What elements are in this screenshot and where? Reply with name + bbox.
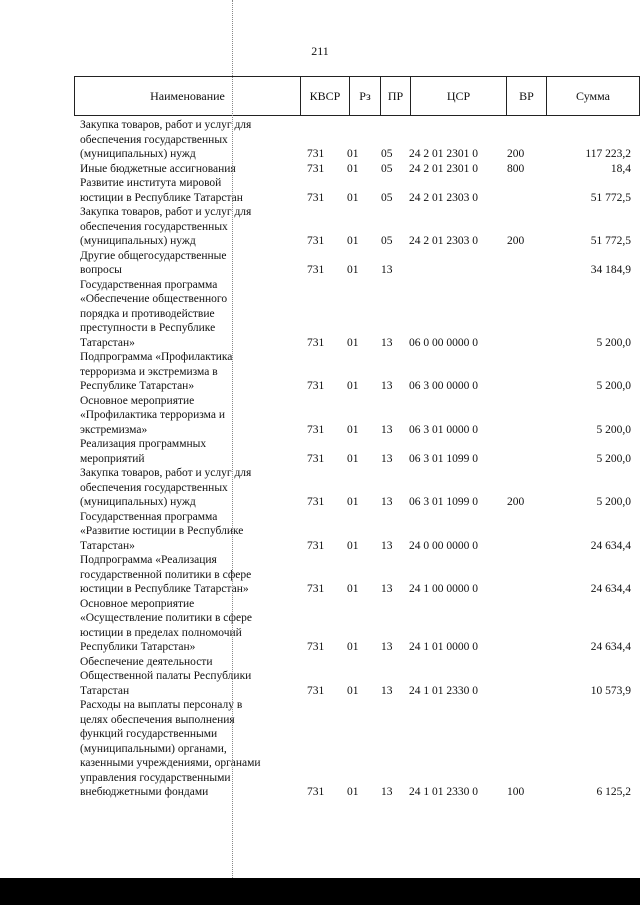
row-rz: 01 [347,452,359,465]
row-pr: 05 [381,162,393,175]
row-name: Государственная программа «Развитие юстиции в Республике Татарстан» [80,510,244,552]
row-csr: 24 1 01 2330 0 [409,786,478,798]
row-rz: 01 [347,496,359,508]
row-rz: 01 [347,423,359,436]
row-kvsr: 731 [307,452,325,465]
row-csr: 24 2 01 2301 0 [409,162,478,175]
header-sum: Сумма [576,89,610,103]
row-rz: 01 [347,786,359,798]
row-kvsr: 731 [307,539,325,552]
row-sum: 10 573,9 [590,684,631,697]
row-csr: 06 3 01 0000 0 [409,423,478,436]
row-rz: 01 [347,148,359,160]
row-pr: 13 [381,496,393,508]
scan-edge [0,878,640,905]
row-kvsr: 731 [307,148,325,160]
row-pr: 13 [381,786,393,798]
row-rz: 01 [347,583,359,595]
row-kvsr: 731 [307,162,325,175]
fold-line [232,0,233,880]
table-row [0,162,640,177]
row-pr: 13 [381,539,393,552]
row-pr: 13 [381,423,393,436]
row-kvsr: 731 [307,264,325,276]
table-row [0,510,640,554]
table-row [0,205,640,249]
row-vr: 200 [507,148,525,160]
table-row [0,350,640,394]
row-pr: 13 [381,380,393,392]
row-name: Основное мероприятие «Осуществление политики в сфере юстиции в пределах полномочий Республики Татарстан» [80,597,252,653]
row-pr: 13 [381,583,393,595]
row-rz: 01 [347,684,359,697]
row-rz: 01 [347,191,359,204]
row-name: Закупка товаров, работ и услуг для обеспечения государственных (муниципальных) нужд [80,467,252,508]
row-sum: 6 125,2 [596,786,631,798]
row-pr: 13 [381,264,393,276]
table-row [0,698,640,800]
row-pr: 05 [381,191,393,204]
table-row [0,394,640,438]
row-rz: 01 [347,539,359,552]
row-kvsr: 731 [307,191,325,204]
row-kvsr: 731 [307,641,325,653]
row-kvsr: 731 [307,684,325,697]
row-name: Развитие института мировой юстиции в Республике Татарстан [80,177,243,204]
table-row [0,118,640,162]
row-pr: 13 [381,684,393,697]
table-row [0,655,640,699]
row-name: Основное мероприятие «Профилактика терроризма и экстремизма» [80,394,226,436]
page-number: 211 [311,44,329,58]
row-vr: 200 [507,235,525,247]
row-csr: 24 1 01 0000 0 [409,641,478,653]
table-body [0,118,640,800]
row-name: Реализация программных мероприятий [80,438,207,465]
row-csr: 24 0 00 0000 0 [409,539,478,552]
table-row [0,597,640,655]
row-rz: 01 [347,162,359,175]
row-rz: 01 [347,380,359,392]
row-name: Подпрограмма «Профилактика терроризма и экстремизма в Республике Татарстан» [80,351,233,392]
row-pr: 13 [381,452,393,465]
table-row [0,437,640,466]
row-name: Другие общегосударственные вопросы [80,249,227,276]
row-rz: 01 [347,336,359,349]
row-kvsr: 731 [307,235,325,247]
row-sum: 24 634,4 [590,641,631,653]
row-pr: 05 [381,235,393,247]
row-sum: 34 184,9 [590,264,631,276]
table-row [0,553,640,597]
row-sum: 51 772,5 [590,191,631,204]
table-row [0,278,640,351]
row-sum: 51 772,5 [590,235,631,247]
row-csr: 06 3 01 1099 0 [409,496,478,508]
header-vr: ВР [507,77,547,115]
row-sum: 5 200,0 [596,423,631,436]
row-vr: 800 [507,162,525,175]
header-rz: Рз [350,77,381,115]
table-header [74,76,640,116]
row-name: Расходы на выплаты персоналу в целях обеспечения выполнения функций государственными (муниципальными) органами, казенными учреждениями, органами управления государственными внебюджетными фондами [80,699,261,798]
row-name: Закупка товаров, работ и услуг для обеспечения государственных (муниципальных) нужд [80,119,252,160]
row-csr: 24 1 00 0000 0 [409,583,478,595]
row-sum: 18,4 [610,162,631,175]
header-csr: ЦСР [411,77,507,115]
row-sum: 5 200,0 [596,452,631,465]
row-csr: 06 3 00 0000 0 [409,380,478,392]
row-pr: 05 [381,148,393,160]
row-pr: 13 [381,336,393,349]
row-kvsr: 731 [307,423,325,436]
row-rz: 01 [347,641,359,653]
row-vr: 200 [507,496,525,508]
row-pr: 13 [381,641,393,653]
row-sum: 5 200,0 [596,496,631,508]
table-row [0,249,640,278]
table-row [0,466,640,510]
row-sum: 5 200,0 [596,336,631,349]
row-sum: 5 200,0 [596,380,631,392]
row-csr: 24 2 01 2301 0 [409,148,478,160]
row-kvsr: 731 [307,496,325,508]
header-name: Наименование [75,77,301,115]
row-csr: 06 3 01 1099 0 [409,452,478,465]
table-row [0,176,640,205]
row-sum: 24 634,4 [590,583,631,595]
row-name: Государственная программа «Обеспечение общественного порядка и противодействие преступности в Республике Татарстан» [80,278,228,349]
row-csr: 06 0 00 0000 0 [409,336,478,349]
row-vr: 100 [507,786,525,798]
row-csr: 24 2 01 2303 0 [409,191,478,204]
row-kvsr: 731 [307,380,325,392]
row-kvsr: 731 [307,336,325,349]
header-pr: ПР [381,77,411,115]
row-name: Закупка товаров, работ и услуг для обеспечения государственных (муниципальных) нужд [80,206,252,247]
row-name: Иные бюджетные ассигнования [80,162,236,175]
row-kvsr: 731 [307,583,325,595]
header-kvsr: КВСР [301,77,350,115]
row-name: Обеспечение деятельности Общественной палаты Республики Татарстан [80,655,252,697]
row-csr: 24 1 01 2330 0 [409,684,478,697]
row-rz: 01 [347,264,359,276]
row-kvsr: 731 [307,786,325,798]
row-rz: 01 [347,235,359,247]
row-sum: 24 634,4 [590,539,631,552]
row-csr: 24 2 01 2303 0 [409,235,478,247]
row-sum: 117 223,2 [585,148,631,160]
row-name: Подпрограмма «Реализация государственной политики в сфере юстиции в Республике Татарстан» [80,554,252,595]
